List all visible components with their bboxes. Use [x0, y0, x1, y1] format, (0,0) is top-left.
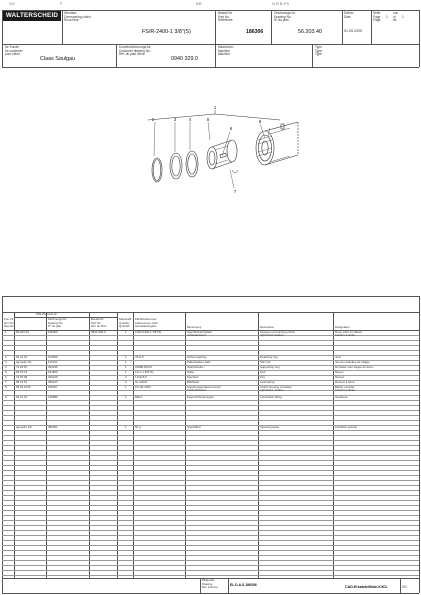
of-label-3: de [393, 18, 397, 22]
table-cell-bestell: 102500 [48, 354, 58, 359]
drawing-no-label-1: Zeichnungs-Nr. [274, 11, 296, 15]
table-cell-bestell: 136880 [48, 394, 58, 399]
callout-1: 1 [213, 105, 217, 110]
table-cell-spec: 24988-06472 [135, 364, 153, 369]
page-label-1: Seite [373, 11, 381, 15]
ws-group-label: WW-Wertsatz-Nr. [36, 312, 58, 316]
table-cell-client: 0940 329.0 [91, 329, 106, 334]
type-label-3: Type [315, 52, 322, 56]
table-cell-qty: 1 [125, 364, 127, 369]
col-drawing-label-3: Nº du plan [48, 324, 61, 328]
col-drawing-label-1: Zeichnungs-Nr. [48, 317, 67, 321]
table-cell-qty: 1 [125, 424, 127, 429]
table-cell-bestell: 117411 [48, 359, 58, 364]
drawing-no-label-3: Nº du plan [274, 18, 289, 22]
table-cell-qty: 1 [125, 384, 127, 389]
customer-label-2: for customer [5, 48, 23, 53]
table-cell-designation: Jonc [335, 354, 342, 359]
top-mark-3: BR [196, 1, 202, 6]
product-label-1: Überlauf- [64, 11, 78, 15]
table-cell-description: Special grease [260, 424, 280, 429]
customer-drawing-label-3: Réf. du plan client [119, 52, 145, 56]
table-cell-description: Shim kit [260, 359, 271, 364]
table-cell-zeich: 58.15.51 [16, 379, 28, 384]
page-of-value: 1 [402, 14, 404, 19]
table-cell-pos: 9 [5, 394, 7, 399]
table-cell-description2: right-hand rotation [260, 388, 284, 393]
table-cell-benennung: Kegel-Schmiernippel [187, 394, 214, 399]
col-qty-label-2: Quantity [119, 320, 130, 325]
callout-5: 5 [206, 117, 210, 122]
table-cell-description: Leaf spring [260, 379, 275, 384]
col-part-label-3: Réf. du Plan [91, 324, 107, 328]
walterscheid-logo: WALTERSCHEID [3, 11, 61, 21]
part-no-label-1: Bestell-Nr. [218, 11, 233, 15]
table-cell-qty: 1 [125, 369, 127, 374]
table-cell-benennung: Stützscheibe [187, 364, 204, 369]
table-cell-designation: Graisseur [335, 394, 348, 399]
callout-4: 4 [188, 117, 192, 122]
table-cell-pos: 7 [5, 379, 7, 384]
table-cell-designation: Boîtier complet [335, 384, 355, 389]
footer-page: 0/1 [402, 585, 407, 589]
page-label-2: Page [373, 14, 381, 19]
table-cell-designation: Roue Libre à crabots [335, 329, 362, 334]
footer-code: EL.D.A.S.186306 [230, 583, 257, 587]
top-mark-1: S/1 [9, 1, 16, 6]
callout-8: 8 [258, 119, 262, 124]
table-cell-designation2: rotation à droite [335, 333, 356, 338]
date-label-2: Date [344, 14, 351, 19]
table-cell-pos: 8 [5, 384, 7, 389]
col-benennung-label: Benennung [187, 325, 202, 329]
table-cell-qty: 2 [125, 379, 127, 384]
machine-label-2: Machine [218, 48, 231, 53]
table-cell-description: Lubrication fitting [260, 394, 282, 399]
col-spec-label-2: Teilenummer nach [135, 320, 158, 325]
table-cell-benennung: Sicherungsring [187, 354, 207, 359]
table-cell-zeich: 74.29.87 [16, 364, 28, 369]
product-label-2: Overrunning clutch [64, 14, 91, 19]
table-cell-benennung: Nabe [187, 369, 194, 374]
footer-list-name: CAD-Ersatzteilliste-K3CL [345, 585, 388, 589]
table-cell-spec: SL 4x9x9 [135, 379, 147, 384]
table-cell-qty: 1 [125, 394, 127, 399]
drawing-no-label-2: Drawing No. [274, 14, 292, 19]
table-cell-zeich: 56.203.40 [16, 329, 29, 334]
table-cell-designation: Lubrifiant spécial [335, 424, 357, 429]
customer-name: Claas Saulgau [40, 56, 76, 62]
machine-label-1: Maschinen [218, 45, 234, 49]
table-cell-spec: FS-1-1 3/8"(S) [135, 369, 154, 374]
col-pos-label-1: Pos.-Nr. [4, 317, 15, 321]
table-cell-benennung: Blattfeder [187, 379, 200, 384]
table-cell-bestell: 181806 [48, 369, 58, 374]
product-label-3: Roue libre [64, 18, 79, 22]
table-cell-qty: 1 [125, 359, 127, 364]
table-cell-description: Retaining ring [260, 354, 278, 359]
table-cell-spec: FS-1R-2400 [135, 384, 151, 389]
col-pos-label-2: Item No. [4, 320, 15, 325]
table-cell-spec: 50 g [135, 424, 141, 429]
col-pos-label-3: Rep.No. [4, 324, 15, 328]
col-spec-label-1: Fabrikmarke bzw. [135, 317, 157, 321]
col-designation-label: Désignation [335, 325, 350, 329]
table-cell-description: Clutch housing complete [260, 384, 292, 389]
table-cell-pos: 4 [5, 364, 7, 369]
page-label-3: Page [373, 18, 381, 22]
part-no-label-2: Part No. [218, 14, 230, 19]
table-cell-pos: 1 [5, 329, 7, 334]
table-cell-designation: Moyeu [335, 369, 344, 374]
customer-drawing-no: 0940 329.0 [171, 56, 198, 62]
drawing-no: 56.203.40 [298, 29, 322, 35]
table-cell-spec: M8x1 [135, 394, 143, 399]
table-cell-designation: Ressort à lame [335, 379, 355, 384]
callout-3: 3 [173, 117, 177, 122]
machine-label-3: Machine [218, 52, 231, 56]
table-cell-bestell: 186307 [48, 384, 58, 389]
table-cell-zeich: 62.41.01 [16, 354, 28, 359]
col-spec-label-3: Herstellerangabe [135, 324, 157, 328]
customer-drawing-label-2: Customer drawing No. [119, 48, 151, 53]
table-cell-pos: 6 [5, 374, 7, 379]
type-label-2: Type [315, 48, 322, 53]
table-cell-designation: Ravaur [335, 374, 345, 379]
table-cell-spec: FS/R-2400-1 3/8"(S) [135, 329, 162, 334]
table-cell-benennung: Sperrklinkenfreilauf [187, 329, 212, 334]
table-cell-bestell: 384291 [48, 424, 58, 429]
table-cell-benennung: Sperrkeil [187, 374, 199, 379]
callout-2: 2 [151, 117, 155, 122]
col-qty-label-1: Stückzahl [119, 317, 132, 321]
col-part-label-1: Bestell-Nr. [91, 317, 104, 321]
table-cell-qty: 1 [125, 354, 127, 359]
table-cell-zeich: 74.50.96 [16, 374, 28, 379]
table-cell-bestell: 366133 [48, 379, 58, 384]
table-cell-zeich: agnostic (S) [16, 359, 32, 364]
table-cell-zeich: 63.21.01 [16, 394, 28, 399]
table-cell-designation2: rotation à droite [335, 388, 356, 393]
table-cell-pos: 5 [5, 369, 7, 374]
table-cell-description: Keytype overrunning clutch [260, 329, 295, 334]
table-cell-designation: Jeu de rondelles de calage [335, 359, 370, 364]
callout-6: 6 [229, 126, 233, 131]
part-name: FS/R-2400-1 3/8"(S) [142, 29, 191, 35]
footer-label-1: Bildquelle [202, 578, 215, 582]
table-cell-pos: 3 [5, 359, 7, 364]
table-cell-bestell: 186306 [48, 329, 58, 334]
table-cell-description: Supporting ring [260, 364, 280, 369]
customer-label-3: pour client [5, 52, 20, 56]
table-cell-qty: 1 [125, 329, 127, 334]
table-cell-zeich: agnostic 1/6 [16, 424, 32, 429]
date-value: 01.05.2005 [344, 29, 362, 33]
customer-drawing-label-1: Kundenzeichnungs-Nr. [119, 45, 152, 49]
page-value: 1 [386, 14, 388, 19]
col-qty-label-3: Quantité [119, 324, 130, 328]
part-no-label-3: Référence [218, 18, 233, 22]
part-no: 186306 [246, 29, 264, 35]
table-cell-spec: 70x2,5 [135, 354, 144, 359]
footer-label-2: Drawing [202, 581, 213, 586]
table-cell-zeich: 56.15.15 [16, 369, 28, 374]
table-cell-designation: Rondelle pour bague de fixion [335, 364, 374, 369]
table-cell-pos: 2 [5, 354, 7, 359]
table-cell-description: Key [260, 374, 265, 379]
table-cell-benennung2: rechtsdrehend [187, 388, 206, 393]
table-cell-spec: 12x6x6,5 [135, 374, 147, 379]
col-drawing-label-2: Drawing No. [48, 320, 64, 325]
date-label-1: Datum [344, 11, 354, 15]
table-cell-zeich: 55.20.1015 [16, 384, 31, 389]
customer-label-1: für Kunde [5, 45, 19, 49]
table-cell-benennung: Kupplungsgehäuse kompl. [187, 384, 222, 389]
callout-7: 7 [233, 189, 237, 194]
table-cell-benennung: Paßscheiben-Satz [187, 359, 211, 364]
of-label-1: von [393, 11, 399, 15]
footer-label-3: Réf. schéma [202, 585, 218, 589]
top-mark-4: N B B-PS [272, 1, 290, 6]
table-cell-qty: 2 [125, 374, 127, 379]
table-cell-bestell: 346105 [48, 374, 58, 379]
table-cell-benennung: Spezialfett [187, 424, 201, 429]
col-description-label: Description [260, 325, 274, 329]
top-mark-2: F [60, 1, 63, 6]
table-cell-description: Hub [260, 369, 266, 374]
table-cell-description2: right-hand rotation [260, 333, 284, 338]
table-cell-benennung2: rechtsdrehend [187, 333, 206, 338]
type-label-1: Type [315, 45, 322, 49]
of-label-2: of [393, 14, 396, 19]
col-part-label-2: Part No. [91, 320, 102, 325]
table-cell-bestell: 354235 [48, 364, 58, 369]
